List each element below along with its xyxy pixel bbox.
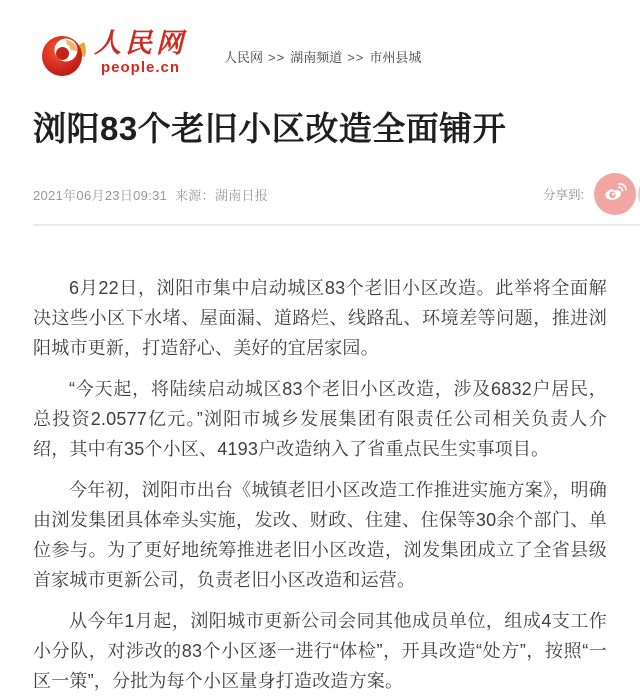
breadcrumb [224, 47, 421, 66]
logo-chinese-text: 人民网 [94, 27, 187, 58]
breadcrumb-item-people[interactable]: 人民网 [224, 49, 264, 65]
article-body [33, 273, 607, 696]
article-title: 浏阳83个老旧小区改造全面铺开 [33, 110, 507, 147]
article-meta [33, 185, 268, 204]
article-paragraph: “今天起，将陆续启动城区83个老旧小区改造，涉及6832户居民，总投资2.0577亿元。”浏阳市城乡发展集团有限责任公司相关负责人介绍，其中有35个小区、4193户改造纳入了省重点民生实事项目。 [33, 379, 607, 460]
breadcrumb-separator: >> [268, 49, 286, 65]
breadcrumb-separator: >> [347, 49, 365, 65]
source-link[interactable]: 湖南日报 [214, 187, 269, 203]
people-cn-logo[interactable] [40, 27, 187, 84]
article-meta-row [33, 173, 640, 215]
article-paragraph: 今年初，浏阳市出台《城镇老旧小区改造工作推进实施方案》，明确由浏发集团具体牵头实施，发改、财政、住建、住保等30余个部门、单位参与。为了更好地统筹推进老旧小区改造，浏发集团成立了全省县级首家城市更新公司，负责老旧小区改造和运营。 [33, 480, 607, 591]
people-globe-swirl-icon [40, 27, 88, 84]
share-label: 分享到: [543, 188, 584, 203]
publish-datetime: 2021年06月23日09:31 [33, 187, 168, 203]
breadcrumb-item-hunan-channel[interactable]: 湖南频道 [290, 49, 343, 65]
site-header [0, 0, 640, 86]
breadcrumb-item-city-county[interactable]: 市州县城 [369, 49, 422, 65]
share-bar [543, 173, 640, 215]
article-paragraph: 从今年1月起，浏阳城市更新公司会同其他成员单位，组成4支工作小分队，对涉改的83个小区逐一进行“体检”，开具改造“处方”，按照“一区一策”，分批为每个小区量身打造改造方案。 [33, 611, 607, 692]
weibo-share-button[interactable] [594, 173, 636, 215]
weibo-icon [602, 179, 628, 210]
source-label: 来源： [175, 187, 215, 203]
logo-domain-text: people.cn [100, 58, 180, 76]
article-paragraph: 6月22日，浏阳市集中启动城区83个老旧小区改造。此举将全面解决这些小区下水堵、屋面漏、道路烂、线路乱、环境差等问题，推进浏阳城市更新，打造舒心、美好的宜居家园。 [33, 278, 607, 359]
header-divider [33, 224, 640, 226]
